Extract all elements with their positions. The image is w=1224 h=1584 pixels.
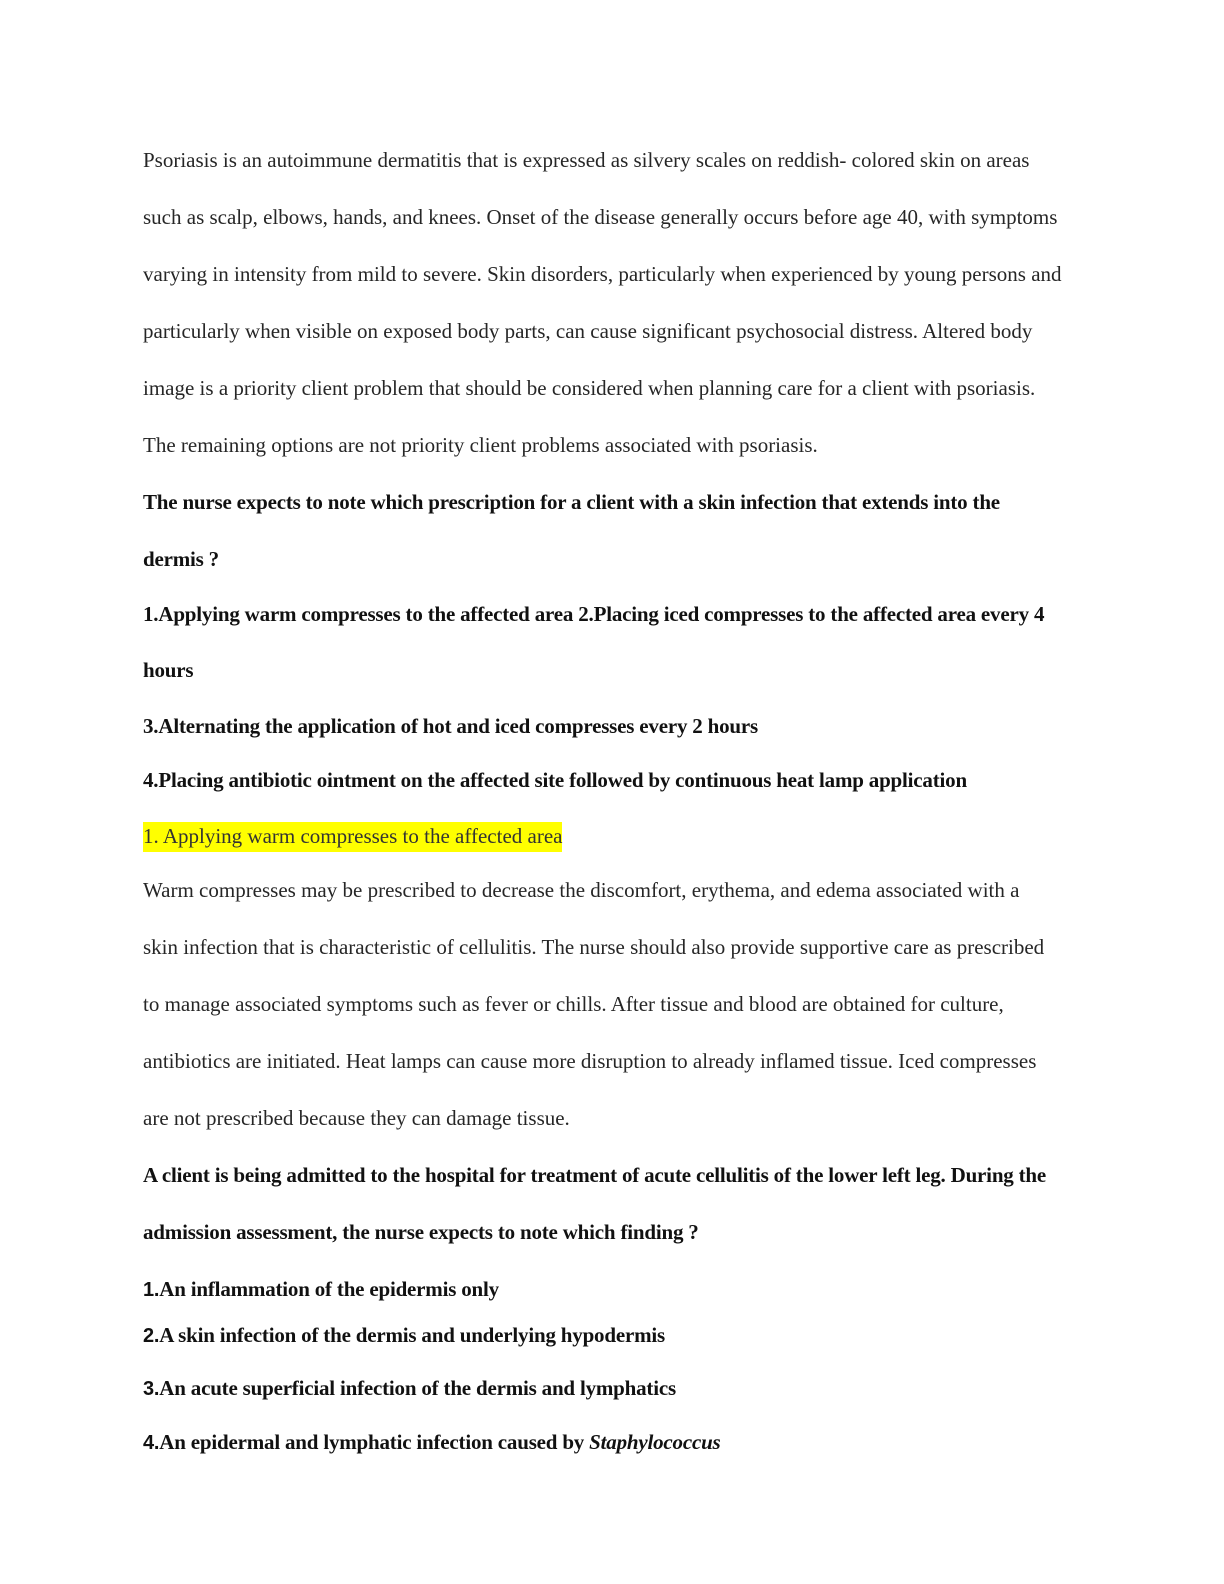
q2-option-4-text: An epidermal and lymphatic infection caused by [159, 1430, 590, 1454]
q2-option-2-text: A skin infection of the dermis and underlying hypodermis [159, 1323, 665, 1347]
q2-option-2-number: 2. [143, 1325, 160, 1347]
para1-line-4: particularly when visible on exposed body parts, can cause significant psychosocial distress. Altered body [143, 319, 1033, 343]
q2-option-4 [143, 1428, 721, 1457]
q1-option-line-3: 3.Alternating the application of hot and iced compresses every 2 hours [143, 714, 759, 738]
q1-option-line-1: 1.Applying warm compresses to the affected area 2.Placing iced compresses to the affected area every 4 [143, 602, 1045, 626]
q2-question-line-1: A client is being admitted to the hospital for treatment of acute cellulitis of the lower left leg. During the [143, 1163, 1047, 1187]
q1-question-line-2: dermis ? [143, 547, 219, 571]
q1-rationale-line-2: skin infection that is characteristic of cellulitis. The nurse should also provide supportive care as prescribed [143, 935, 1045, 959]
q1-answer-line [143, 822, 562, 850]
q1-rationale-line-3: to manage associated symptoms such as fever or chills. After tissue and blood are obtained for culture, [143, 992, 1004, 1016]
q2-option-1 [143, 1275, 499, 1304]
q2-option-3-number: 3. [143, 1378, 160, 1400]
q2-option-4-number: 4. [143, 1432, 160, 1454]
q2-option-3 [143, 1374, 676, 1403]
q2-option-3-text: An acute superficial infection of the dermis and lymphatics [159, 1376, 676, 1400]
para1-line-3: varying in intensity from mild to severe. Skin disorders, particularly when experienced by young persons and [143, 262, 1062, 286]
q1-answer-highlight: 1. Applying warm compresses to the affected area [143, 822, 562, 852]
para1-line-6: The remaining options are not priority client problems associated with psoriasis. [143, 433, 818, 457]
para1-line-1: Psoriasis is an autoimmune dermatitis that is expressed as silvery scales on reddish- colored skin on areas [143, 148, 1030, 172]
q2-question-line-2: admission assessment, the nurse expects to note which finding ? [143, 1220, 699, 1244]
q2-option-1-number: 1. [143, 1279, 160, 1301]
para1-line-5: image is a priority client problem that should be considered when planning care for a client with psoriasis. [143, 376, 1036, 400]
q1-rationale-line-4: antibiotics are initiated. Heat lamps can cause more disruption to already inflamed tissue. Iced compresses [143, 1049, 1037, 1073]
q1-option-line-2: hours [143, 658, 194, 682]
q1-question-line-1: The nurse expects to note which prescription for a client with a skin infection that extends into the [143, 490, 1000, 514]
q2-option-4-italic: Staphylococcus [589, 1430, 721, 1454]
q1-option-line-4: 4.Placing antibiotic ointment on the affected site followed by continuous heat lamp application [143, 768, 967, 792]
q1-rationale-line-1: Warm compresses may be prescribed to decrease the discomfort, erythema, and edema associated with a [143, 878, 1020, 902]
q2-option-1-text: An inflammation of the epidermis only [159, 1277, 499, 1301]
para1-line-2: such as scalp, elbows, hands, and knees. Onset of the disease generally occurs before age 40, with symptoms [143, 205, 1058, 229]
q1-rationale-line-5: are not prescribed because they can damage tissue. [143, 1106, 570, 1130]
q2-option-2 [143, 1321, 665, 1350]
